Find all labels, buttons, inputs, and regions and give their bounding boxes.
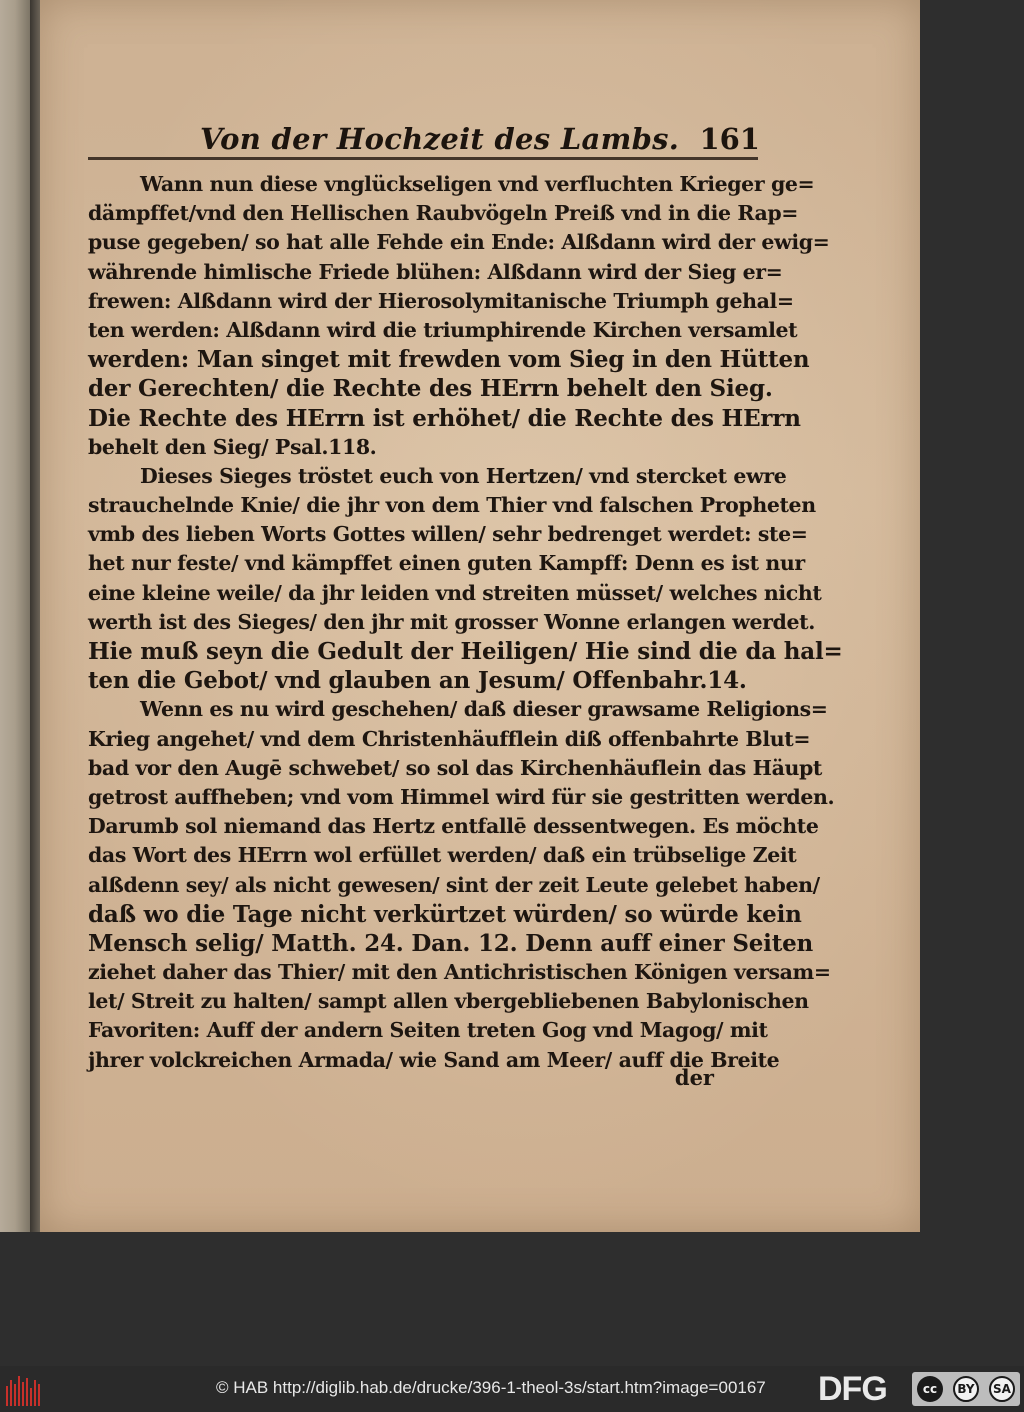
book-page [40,0,920,1232]
text-line: Dieses Sieges tröstet euch von Hertzen/ vnd stercket ewre [140,463,787,488]
text-line: Favoriten: Auff der andern Seiten treten Gog vnd Magog/ mit [88,1018,768,1043]
text-line: dämpffet/vnd den Hellischen Raubvögeln Preiß vnd in die Rap= [88,201,799,226]
text-line: Wann nun diese vnglückseligen vnd verfluchten Krieger ge= [140,172,815,196]
text-line: het nur feste/ vnd kämpffet einen guten Kampff: Denn es ist nur [88,551,805,576]
header-rule [88,157,758,160]
text-line: Die Rechte des HErrn ist erhöhet/ die Rechte des HErrn [88,404,801,432]
text-line: Hie muß seyn die Gedult der Heiligen/ Hie sind die da hal= [88,638,843,665]
text-line: Wenn es nu wird geschehen/ daß dieser grawsame Religions= [140,697,828,722]
text-line: puse gegeben/ so hat alle Fehde ein Ende: Alßdann wird der ewig= [88,230,830,255]
text-line: eine kleine weile/ da jhr leiden vnd streiten müsset/ welches nicht [88,580,822,605]
text-line: ziehet daher das Thier/ mit den Antichristischen Königen versam= [88,960,831,985]
page-number: 161 [699,122,760,156]
sa-icon: SA [989,1376,1015,1402]
footer-bar [0,1366,1024,1412]
running-title: Von der Hochzeit des Lambs. [200,122,680,156]
copyright-link[interactable]: © HAB http://diglib.hab.de/drucke/396-1-theol-3s/start.htm?image=00167 [216,1378,766,1397]
text-line: das Wort des HErrn wol erfüllet werden/ daß ein trübselige Zeit [88,843,797,868]
dfg-logo[interactable]: DFG [818,1370,887,1408]
text-line: Mensch selig/ Matth. 24. Dan. 12. Denn auff einer Seiten [88,929,814,957]
text-line: let/ Streit zu halten/ sampt allen vbergebliebenen Babylonischen [88,989,809,1014]
text-line: der Gerechten/ die Rechte des HErrn behelt den Sieg. [88,375,773,403]
catchword: der [674,1065,714,1090]
text-line: alßdenn sey/ als nicht gewesen/ sint der zeit Leute gelebet haben/ [88,872,820,897]
library-logo-icon[interactable] [6,1372,42,1406]
cc-icon: cc [917,1376,943,1402]
text-line: werth ist des Sieges/ den jhr mit grosser Wonne erlangen werdet. [88,609,815,634]
text-line: bad vor den Augē schwebet/ so sol das Kirchenhäuflein das Häupt [88,755,822,780]
text-line: strauchelnde Knie/ die jhr von dem Thier vnd falschen Propheten [88,493,816,518]
text-line: Darumb sol niemand das Hertz entfallē dessentwegen. Es möchte [88,814,819,839]
text-line: getrost auffheben; vnd vom Himmel wird für sie gestritten werden. [88,784,835,809]
body-text [88,170,843,1075]
text-line: daß wo die Tage nicht verkürtzet würden/ so würde kein [88,900,802,928]
text-line: werden: Man singet mit frewden vom Sieg in den Hütten [88,346,810,374]
running-head [200,122,760,162]
by-icon: BY [953,1376,979,1402]
text-line: ten die Gebot/ vnd glauben an Jesum/ Offenbahr.14. [88,667,747,695]
text-line: frewen: Alßdann wird der Hierosolymitanische Triumph gehal= [88,288,794,313]
text-line: ten werden: Alßdann wird die triumphirende Kirchen versamlet [88,317,798,342]
text-line: Krieg angehet/ vnd dem Christenhäufflein diß offenbahrte Blut= [88,726,811,751]
text-line: behelt den Sieg/ Psal.118. [88,434,377,459]
text-line: vmb des lieben Worts Gottes willen/ sehr bedrenget werdet: ste= [88,522,808,547]
previous-page-edge [0,0,30,1232]
text-line: währende himlische Friede blühen: Alßdann wird der Sieg er= [88,259,783,284]
license-badge[interactable] [912,1372,1020,1406]
gutter-shadow [30,0,40,1232]
text-line: jhrer volckreichen Armada/ wie Sand am Meer/ auff die Breite [88,1047,780,1072]
